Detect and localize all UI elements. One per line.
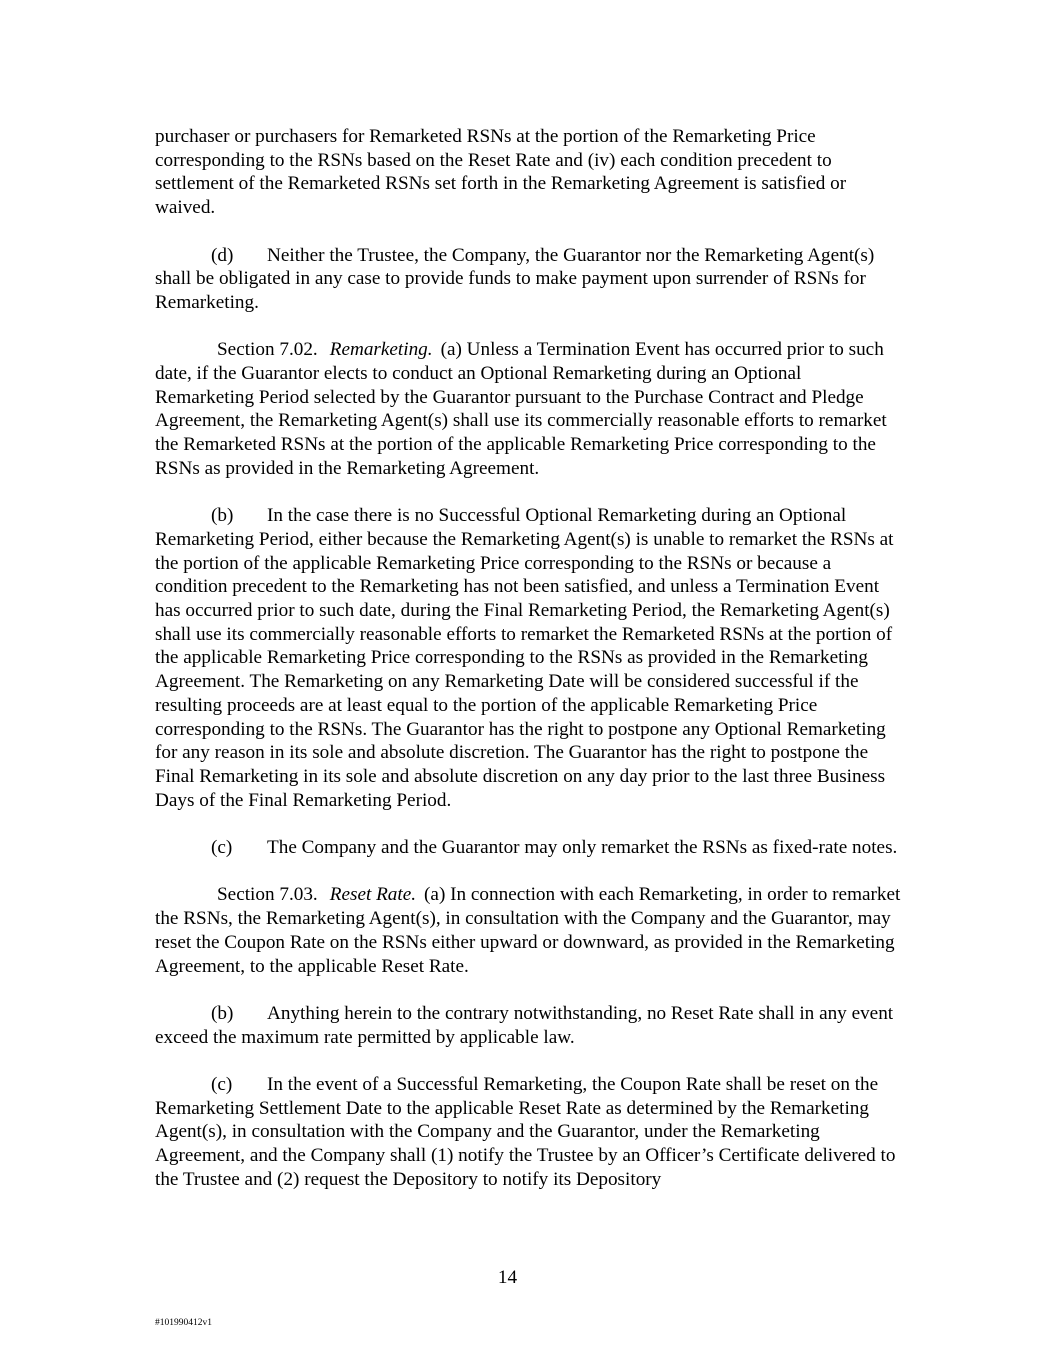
page-number: 14 bbox=[497, 1267, 518, 1288]
paragraph-continuation bbox=[155, 125, 903, 220]
document-id: #101990412v1 bbox=[155, 1318, 212, 1328]
paragraph-label: (b) bbox=[211, 1002, 234, 1024]
paragraph-label: (c) bbox=[211, 837, 233, 859]
paragraph-text: purchaser or purchasers for Remarketed RSNs at the portion of the Remarketing Price corresponding to the RSNs based on the Reset Rate and (iv) each condition precedent to settlement of the Remarketed RSNs set forth in the Remarketing Agreement is satisfied or waived. bbox=[155, 126, 847, 219]
paragraph-d bbox=[155, 244, 903, 315]
paragraph-text: In the event of a Successful Remarketing, the Coupon Rate shall be reset on the Remarketing Settlement Date to the applicable Reset Rate as determined by the Remarketing Agent(s), in consultation with the Company and the Guarantor, under the Remarketing Agreement, and the Company shall (1) notify the Trustee by an Officer’s Certificate delivered to the Trustee and (2) request the Depository to notify its Depository bbox=[155, 1074, 896, 1190]
paragraph-text: Neither the Trustee, the Company, the Guarantor nor the Remarketing Agent(s) shall be obligated in any case to provide funds to make payment upon surrender of RSNs for Remarketing. bbox=[155, 244, 875, 313]
paragraph-text: (a) Unless a Termination Event has occurred prior to such date, if the Guarantor elects to conduct an Optional Remarketing during an Optional Remarketing Period selected by the Guarantor pursuant to the Purchase Contract and Pledge Agreement, the Remarketing Agent(s) shall use its commercially reasonable efforts to remarket the Remarketed RSNs at the portion of the applicable Remarketing Price corresponding to the RSNs as provided in the Remarketing Agreement. bbox=[155, 339, 887, 479]
paragraph-text: (a) In connection with each Remarketing, in order to remarket the RSNs, the Remarketing Agent(s), in consultation with the Company and the Guarantor, may reset the Coupon Rate on the RSNs either upward or downward, as provided in the Remarketing Agreement, to the applicable Reset Rate. bbox=[155, 884, 901, 977]
paragraph-c bbox=[155, 836, 903, 860]
paragraph-text: Anything herein to the contrary notwithstanding, no Reset Rate shall in any event exceed the maximum rate permitted by applicable law. bbox=[155, 1002, 894, 1048]
section-title: Remarketing. bbox=[329, 339, 433, 361]
paragraph-label: (d) bbox=[211, 244, 234, 266]
section-title: Reset Rate. bbox=[329, 884, 417, 906]
section-7-03 bbox=[155, 883, 903, 978]
section-number: Section 7.03. bbox=[217, 884, 318, 906]
paragraph-text: In the case there is no Successful Optional Remarketing during an Optional Remarketing Period, either because the Remarketing Agent(s) is unable to remarket the RSNs at the portion of the applicable Remarketing Price corresponding to the RSNs or because a condition precedent to the Remarketing has not been satisfied, and unless a Termination Event has occurred prior to such date, during the Final Remarketing Period, the Remarketing Agent(s) shall use its commercially reasonable efforts to remarket the Remarketed RSNs at the portion of the applicable Remarketing Price corresponding to the RSNs as provided in the Remarketing Agreement. The Remarketing on any Remarketing Date will be considered successful if the resulting proceeds are at least equal to the portion of the applicable Remarketing Price corresponding to the RSNs. The Guarantor has the right to postpone any Optional Remarketing for any reason in its sole and absolute discretion. The Guarantor has the right to postpone the Final Remarketing in its sole and absolute discretion on any day prior to the last three Business Days of the Final Remarketing Period. bbox=[155, 505, 894, 811]
paragraph-text: The Company and the Guarantor may only remarket the RSNs as fixed-rate notes. bbox=[267, 837, 898, 859]
paragraph-b bbox=[155, 504, 903, 812]
paragraph-label: (b) bbox=[211, 505, 234, 527]
section-number: Section 7.02. bbox=[217, 339, 318, 361]
paragraph-label: (c) bbox=[211, 1074, 233, 1096]
section-7-02 bbox=[155, 338, 903, 480]
document-body bbox=[155, 125, 903, 1192]
paragraph-b bbox=[155, 1002, 903, 1049]
paragraph-c bbox=[155, 1073, 903, 1192]
